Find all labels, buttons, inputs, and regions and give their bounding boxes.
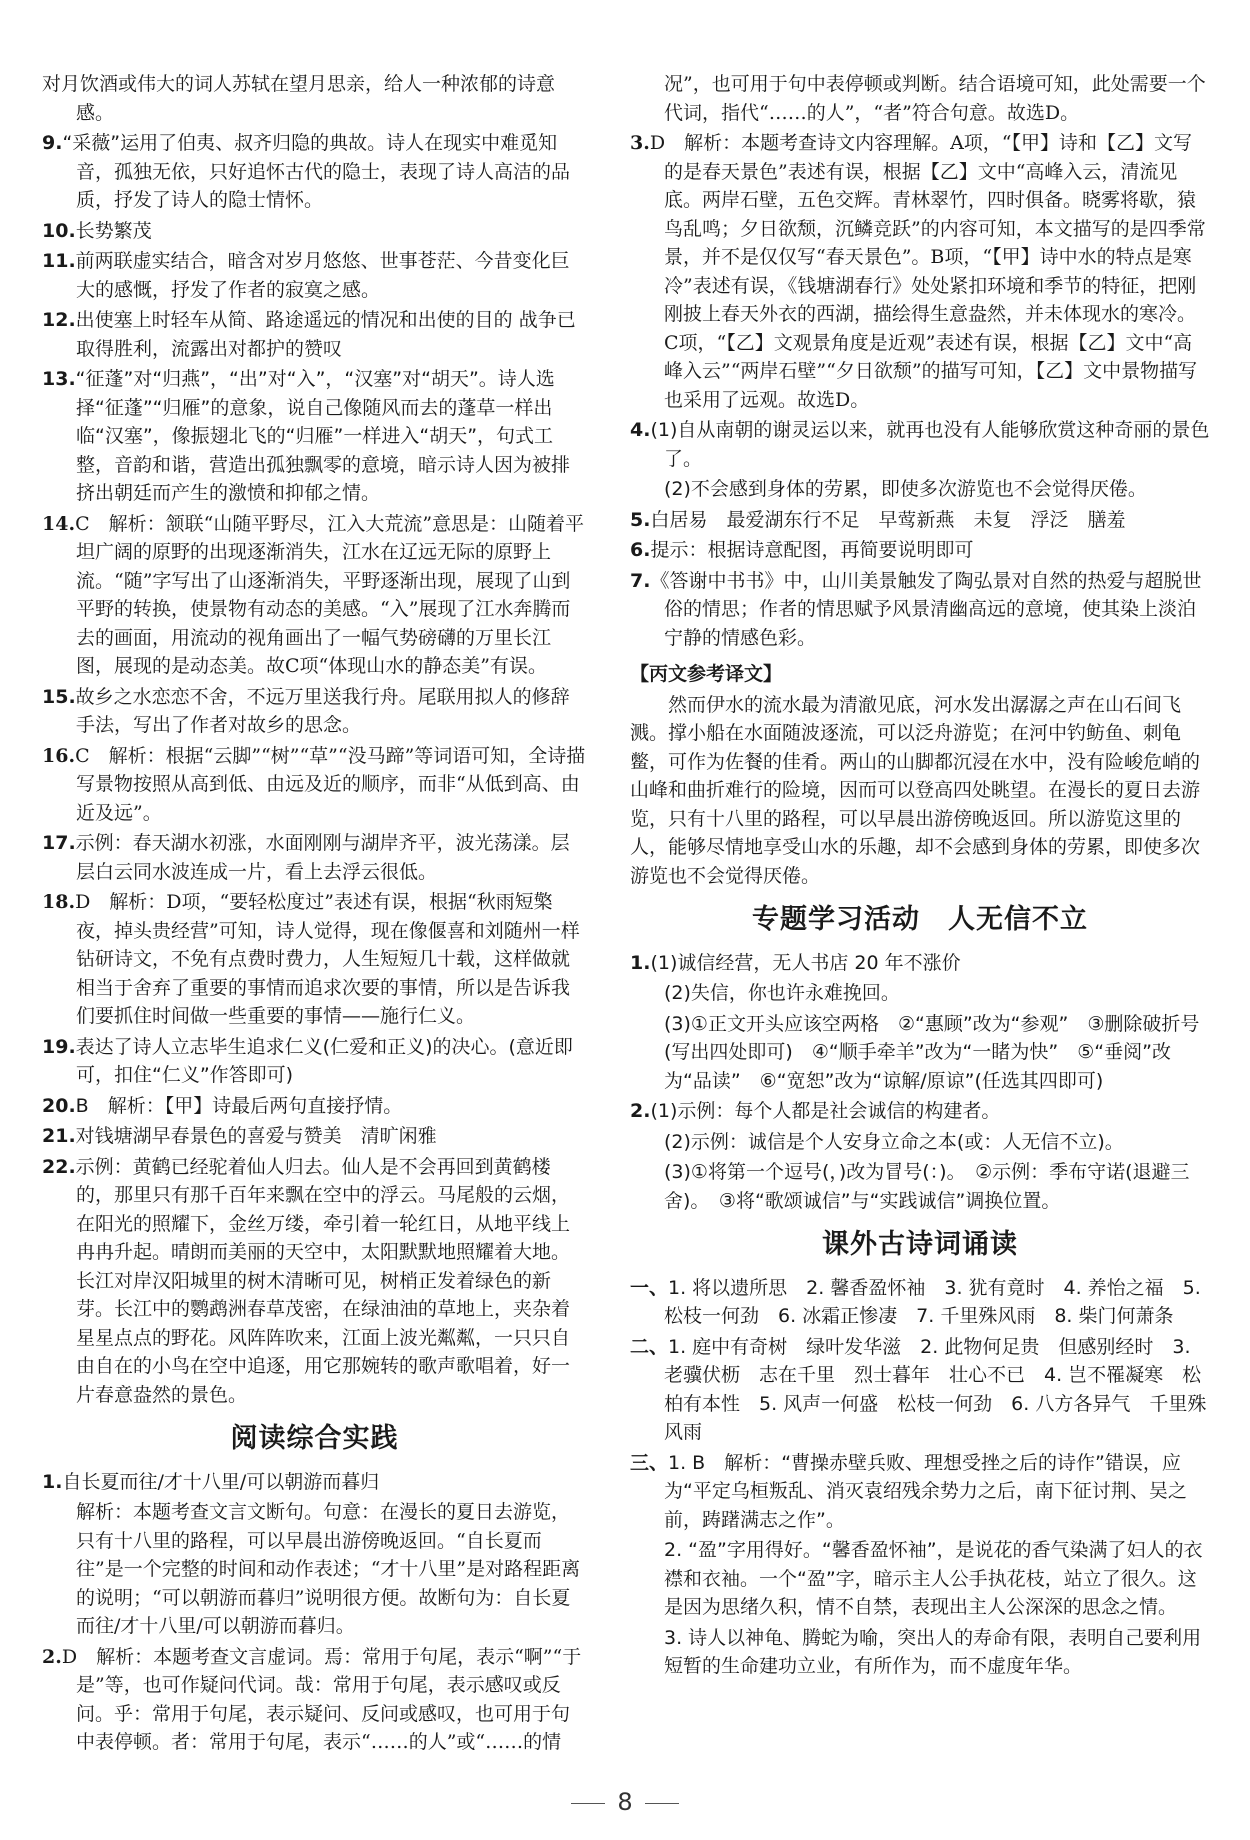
item-text: C 解析：根据“云脚”“树”“草”“没马蹄”等词语可知，全诗描写景物按照从高到低、由远及近的顺序，而非“从低到高、由近及远”。: [75, 744, 586, 824]
item-text: (1)示例：每个人都是社会诚信的构建者。: [650, 1100, 1001, 1122]
item-text: 白居易 最爱湖东行不足 早莺新燕 未复 浮泛 膳羞: [650, 508, 1126, 531]
item-text: D 解析：本题考查诗文内容理解。A项，“【甲】诗和【乙】文写的是春天景色”表述有误，根据【乙】文中“高峰入云，清流见底。两岸石壁，五色交辉。青林翠竹，四时俱备。晓雾将歇，猿鸟乱鸣；夕日欲颓，沉鳞竞跃”的内容可知，本文描写的是四季常景，并不是仅仅写“春天景色”。B项，“【甲】诗中水的特点是寒冷”表述有误，《钱塘湖春行》处处紧扣环境和季节的特征，把刚刚披上春天外衣的西湖，描绘得生意盎然，并未体现水的寒冷。C项，“【乙】文观景角度是近观”表述有误，根据【乙】文中“高峰入云”“两岸石壁”“夕日欲颓”的描写可知，【乙】文中景物描写也采用了远观。故选D。: [649, 132, 1206, 411]
answer-item: [42, 888, 587, 1031]
item-text: 表达了诗人立志毕生追求仁义(仁爱和正义)的决心。(意近即可，扣住“仁义”作答即可): [75, 1035, 573, 1086]
item-text: 况”，也可用于句中表停顿或判断。结合语境可知，此处需要一个代词，指代“……的人”，“者”符合句意。故选D。: [664, 73, 1206, 124]
item-text: B 解析：【甲】诗最后两句直接抒情。: [75, 1094, 403, 1117]
item-text: 示例：春天湖水初涨，水面刚刚与湖岸齐平，波光荡漾。层层白云同水波连成一片，看上去浮云很低。: [75, 832, 570, 883]
answer-item: [42, 1153, 587, 1410]
item-number: 18.: [42, 891, 76, 913]
item-text: 3. 诗人以神龟、腾蛇为喻，突出人的寿命有限，表明自己要利用短暂的生命建功立业，有所作为，而不虚度年华。: [664, 1626, 1202, 1677]
answer-item: [42, 1122, 587, 1151]
item-text: 示例：黄鹤已经驼着仙人归去。仙人是不会再回到黄鹤楼的，那里只有那千百年来飘在空中的浮云。马尾般的云烟，在阳光的照耀下，金丝万缕，牵引着一轮红日，从地平线上冉冉升起。晴朗而美丽的天空中，太阳默默地照耀着大地。长江对岸汉阳城里的树木清晰可见，树梢正发着绿色的新芽。长江中的鹦鹉洲春草茂密，在绿油油的草地上，夹杂着星星点点的野花。风阵阵吹来，江面上波光粼粼，一只只自由自在的小鸟在空中追逐，用它那婉转的歌声歌唱着，好一片春意盎然的景色。: [75, 1155, 571, 1406]
answer-item: [630, 1333, 1210, 1447]
item-text: 故乡之水恋恋不舍，不远万里送我行舟。尾联用拟人的修辞手法，写出了作者对故乡的思念。: [75, 685, 570, 736]
item-text: 出使塞上时轻车从简、路途遥远的情况和出使的目的 战争已取得胜利，流露出对都护的赞叹: [75, 309, 576, 360]
item-text: “征蓬”对“归燕”，“出”对“入”，“汉塞”对“胡天”。诗人选择“征蓬”“归雁”的意象，说自己像随风而去的蓬草一样出临“汉塞”，像振翅北飞的“归雁”一样进入“胡天”，句式工整，音韵和谐，营造出孤独飘零的意境，暗示诗人因为被排挤出朝廷而产生的激愤和抑郁之情。: [75, 368, 571, 504]
section-title-topic: 专题学习活动 人无信不立: [752, 904, 1088, 935]
item-number: 13.: [42, 368, 76, 390]
answer-item: [630, 70, 1210, 127]
answer-item: [630, 1097, 1210, 1126]
item-number: 16.: [42, 744, 76, 767]
answer-item: [42, 1092, 587, 1121]
answer-item: [630, 1128, 1210, 1157]
item-number: 17.: [42, 832, 76, 854]
item-text: 前两联虚实结合，暗含对岁月悠悠、世事苍茫、今昔变化巨大的感慨，抒发了作者的寂寞之感。: [75, 250, 570, 301]
item-number: 15.: [42, 685, 76, 708]
item-number: 9.: [42, 132, 63, 154]
divider: [571, 1803, 605, 1804]
item-number: 3.: [630, 132, 650, 154]
answer-item: [630, 1158, 1210, 1215]
answer-item: [630, 1274, 1210, 1331]
item-number: 5.: [630, 508, 651, 531]
item-number: 三、: [630, 1451, 669, 1474]
item-number: 14.: [42, 512, 76, 535]
item-text: (3)①正文开头应该空两格 ②“惠顾”改为“参观” ③删除破折号(写出四处即可) ④“顺手牵羊”改为“一睹为快” ⑤“垂阅”改为“品读” ⑥“宽恕”改为“谅解/原谅”(任选其四即可): [664, 1012, 1200, 1092]
item-text: (1)自从南朝的谢灵运以来，就再也没有人能够欣赏这种奇丽的景色了。: [650, 419, 1210, 470]
answer-item: [630, 506, 1210, 535]
item-number: 22.: [42, 1155, 76, 1178]
item-number: 4.: [630, 419, 651, 441]
item-text: (2)不会感到身体的劳累，即使多次游览也不会觉得厌倦。: [664, 478, 1147, 500]
answer-item: [42, 247, 587, 304]
answer-item: [42, 70, 587, 127]
item-text: 对月饮酒或伟大的词人苏轼在望月思亲，给人一种浓郁的诗意感。: [42, 73, 556, 124]
item-text: (2)示例：诚信是个人安身立命之本(或：人无信不立)。: [664, 1130, 1124, 1153]
answer-item: [42, 829, 587, 886]
answer-item: [630, 1010, 1210, 1096]
item-number: 1.: [630, 951, 651, 974]
item-number: 21.: [42, 1125, 76, 1147]
answer-item: [42, 129, 587, 215]
answer-item: [630, 1624, 1210, 1681]
item-text: 1. 将以遗所思 2. 馨香盈怀袖 3. 犹有竟时 4. 养怡之福 5. 松枝一何劲 6. 冰霜正惨凄 7. 千里殊风雨 8. 柴门何萧条: [664, 1276, 1201, 1327]
item-text: (3)①将第一个逗号(，)改为冒号(：)。 ②示例：季布守诺(退避三舍)。 ③将“歌颂诚信”与“实践诚信”调换位置。: [664, 1161, 1190, 1212]
answer-item: [42, 217, 587, 246]
item-text: 提示：根据诗意配图，再简要说明即可: [650, 539, 974, 561]
item-number: 6.: [630, 539, 651, 561]
page-number-text: 8: [617, 1788, 633, 1816]
answer-item: [630, 129, 1210, 414]
section-title-poetry: 课外古诗词诵读: [822, 1229, 1018, 1260]
answer-item: [630, 1536, 1210, 1622]
answer-item: [630, 979, 1210, 1008]
item-text: 2. “盈”字用得好。“馨香盈怀袖”，是说花的香气染满了妇人的衣襟和衣袖。一个“盈”字，暗示主人公手执花枝，站立了很久。这是因为思绪久积，情不自禁，表现出主人公深深的思念之情。: [664, 1539, 1203, 1618]
item-number: 10.: [42, 219, 76, 242]
item-text: C 解析：颔联“山随平野尽，江入大荒流”意思是：山随着平坦广阔的原野的出现逐渐消失，江水在辽远无际的原野上流。“随”字写出了山逐渐消失，平野逐渐出现，展现了山到平野的转换，使景物有动态的美感。“入”展现了江水奔腾而去的画面，用流动的视角画出了一幅气势磅礴的万里长江图，展现的是动态美。故C项“体现山水的静态美”有误。: [75, 512, 585, 677]
item-number: 二、: [630, 1335, 669, 1358]
item-text: 1. B 解析：“曹操赤壁兵败、理想受挫之后的诗作”错误，应为“平定乌桓叛乱、消灭袁绍残余势力之后，南下征讨荆、吴之前，踌躇满志之作”。: [664, 1451, 1187, 1531]
item-number: 1.: [42, 1470, 63, 1493]
answer-item: [42, 306, 587, 363]
item-text: (1)诚信经营，无人书店 20 年不涨价: [650, 951, 961, 974]
answer-item: [630, 536, 1210, 565]
analysis-text: 解析：本题考查文言文断句。句意：在漫长的夏日去游览，只有十八里的路程，可以早晨出游傍晚返回。“自长夏而往”是一个完整的时间和动作表述；“才十八里”是对路程距离的说明；“可以朝游而暮归”说明很方便。故断句为：自长夏而往/才十八里/可以朝游而暮归。: [76, 1501, 581, 1637]
answer-item: [630, 475, 1210, 504]
item-number: 20.: [42, 1094, 76, 1117]
item-text: D 解析：D项，“要轻松度过”表述有误，根据“秋雨短檠夜，掉头贵经营”可知，诗人觉得，现在像偃喜和刘随州一样钻研诗文，不免有点费时费力，人生短短几十载，这样做就相当于舍弃了重要的事情而追求次要的事情，所以是告诉我们要抓住时间做一些重要的事情——施行仁义。: [75, 891, 580, 1027]
answer-item: [42, 1033, 587, 1090]
page-number: [0, 1788, 1250, 1816]
answer-item: [630, 567, 1210, 653]
item-text: 对钱塘湖早春景色的喜爱与赞美 清旷闲雅: [75, 1125, 437, 1147]
section-title-reading: 阅读综合实践: [230, 1423, 399, 1454]
item-text: (2)失信，你也许永难挽回。: [664, 982, 900, 1004]
item-number: 2.: [42, 1645, 62, 1668]
item-text: 《答谢中书书》中，山川美景触发了陶弘景对自然的热爱与超脱世俗的情思；作者的情思赋予风景清幽高远的意境，使其染上淡泊宁静的情感色彩。: [650, 569, 1202, 649]
reference-translation-body: 然而伊水的流水最为清澈见底，河水发出潺潺之声在山石间飞溅。撑小船在水面随波逐流，可以泛舟游览；在河中钓鲂鱼、刺龟鳖，可作为佐餐的佳肴。两山的山脚都沉浸在水中，没有险峻危峭的山峰和曲折难行的险境，因而可以登高四处眺望。在漫长的夏日去游览，只有十八里的路程，可以早晨出游傍晚返回。所以游览这里的人，能够尽情地享受山水的乐趣，却不会感到身体的劳累，即使多次游览也不会觉得厌倦。: [630, 693, 1201, 887]
answer-item: [42, 1643, 587, 1757]
item-text: D 解析：本题考查文言虚词。焉：常用于句尾，表示“啊”“于是”等，也可作疑问代词。哉：常用于句尾，表示感叹或反问。乎：常用于句尾，表示疑问、反问或感叹，也可用于句中表停顿。者：常用于句尾，表示“……的人”或“……的情: [61, 1645, 582, 1753]
item-number: 19.: [42, 1035, 76, 1058]
item-number: 12.: [42, 309, 76, 331]
right-column: [630, 70, 1210, 1683]
answer-item: [42, 1468, 587, 1497]
item-text: 1. 庭中有奇树 绿叶发华滋 2. 此物何足贵 但感别经时 3. 老骥伏枥 志在千里 烈士暮年 壮心不已 4. 岂不罹凝寒 松柏有本性 5. 风声一何盛 松枝一何劲 6. 八方各异气 千里殊风雨: [664, 1335, 1207, 1443]
item-text: 自长夏而往/才十八里/可以朝游而暮归: [62, 1470, 380, 1493]
answer-item: [42, 510, 587, 681]
answer-item: [42, 683, 587, 740]
item-number: 一、: [630, 1276, 669, 1299]
item-text: 长势繁茂: [75, 219, 152, 242]
divider: [645, 1803, 679, 1804]
answer-item: [42, 365, 587, 508]
answer-item: [630, 416, 1210, 473]
answer-item: [630, 949, 1210, 978]
left-column: [42, 70, 587, 1759]
item-text: “采薇”运用了伯夷、叔齐归隐的典故。诗人在现实中难觅知音，孤独无依，只好追怀古代的隐士，表现了诗人高洁的品质，抒发了诗人的隐士情怀。: [62, 132, 571, 211]
item-number: 2.: [630, 1100, 651, 1122]
item-number: 11.: [42, 250, 76, 272]
answer-item: [42, 742, 587, 828]
answer-item: [630, 1449, 1210, 1535]
reference-translation-title: 【丙文参考译文】: [630, 663, 783, 685]
item-number: 7.: [630, 569, 651, 592]
